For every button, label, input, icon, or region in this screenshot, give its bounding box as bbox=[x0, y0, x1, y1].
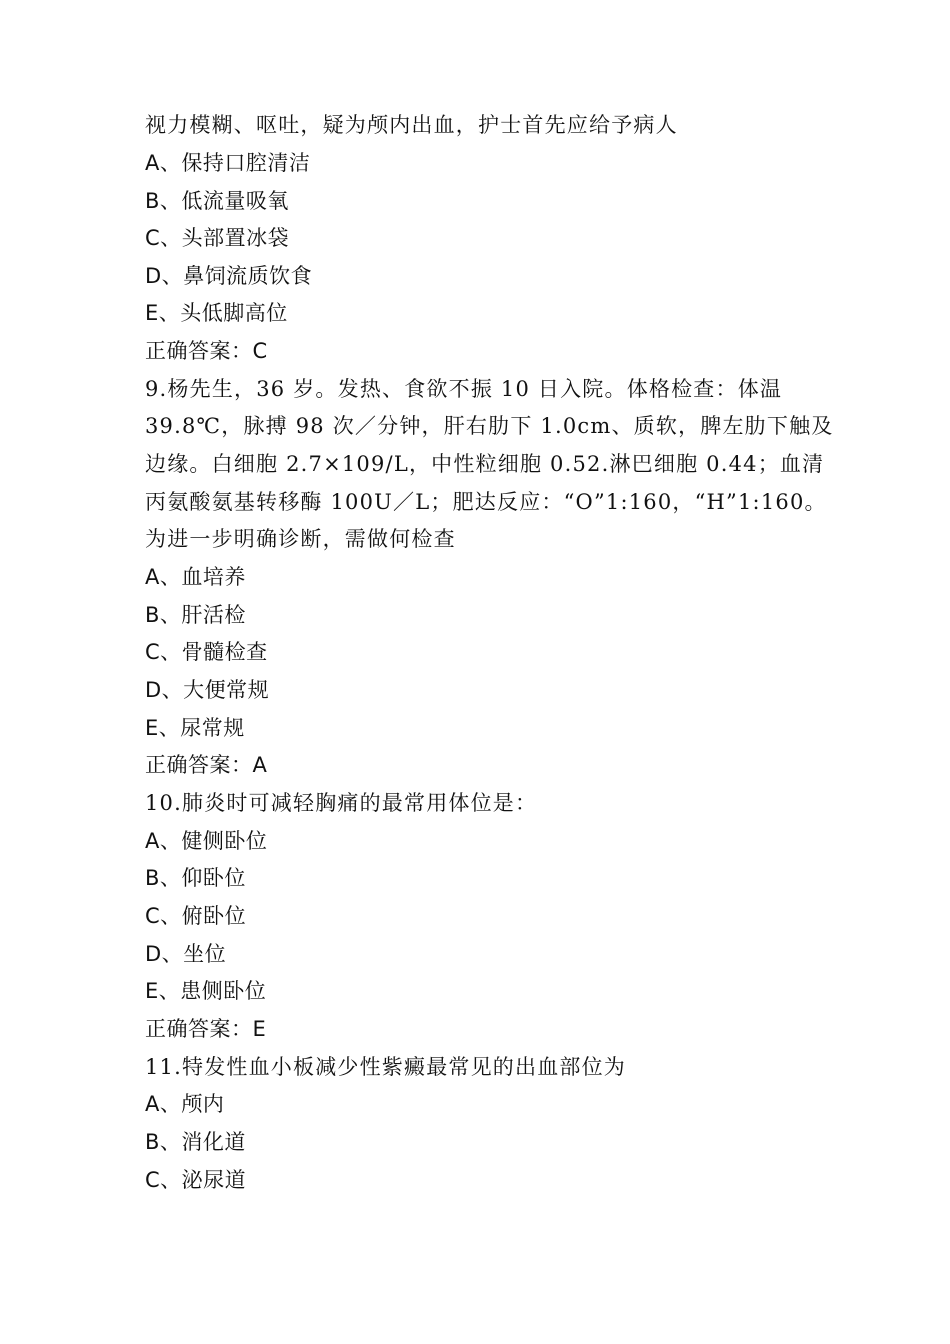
option-c: C、头部置冰袋 bbox=[145, 226, 290, 250]
question-10: 10.肺炎时可减轻胸痛的最常用体位是： bbox=[145, 791, 538, 815]
option-b: B、消化道 bbox=[145, 1130, 246, 1154]
option-b: B、仰卧位 bbox=[145, 866, 246, 890]
correct-answer: 正确答案：E bbox=[145, 1017, 267, 1041]
option-a: A、颅内 bbox=[145, 1092, 225, 1116]
question-9-line-5: 为进一步明确诊断，需做何检查 bbox=[145, 527, 456, 551]
option-d: D、大便常规 bbox=[145, 678, 270, 702]
option-a: A、保持口腔清洁 bbox=[145, 151, 311, 175]
question-9-line-2: 39.8℃，脉搏 98 次／分钟，肝右肋下 1.0cm、质软，脾左肋下触及 bbox=[145, 414, 834, 438]
option-c: C、泌尿道 bbox=[145, 1168, 247, 1192]
option-e: E、尿常规 bbox=[145, 716, 245, 740]
option-a: A、血培养 bbox=[145, 565, 246, 589]
question-text-continued: 视力模糊、呕吐，疑为颅内出血，护士首先应给予病人 bbox=[145, 113, 678, 137]
option-b: B、低流量吸氧 bbox=[145, 189, 289, 213]
option-b: B、肝活检 bbox=[145, 603, 246, 627]
correct-answer: 正确答案：C bbox=[145, 339, 268, 363]
option-d: D、坐位 bbox=[145, 942, 227, 966]
question-9-line-3: 边缘。白细胞 2.7×109/L，中性粒细胞 0.52.淋巴细胞 0.44；血清 bbox=[145, 452, 825, 476]
correct-answer: 正确答案：A bbox=[145, 753, 268, 777]
option-e: E、患侧卧位 bbox=[145, 979, 267, 1003]
option-c: C、骨髓检查 bbox=[145, 640, 268, 664]
option-c: C、俯卧位 bbox=[145, 904, 247, 928]
option-d: D、鼻饲流质饮食 bbox=[145, 264, 313, 288]
question-11: 11.特发性血小板减少性紫癜最常见的出血部位为 bbox=[145, 1055, 626, 1079]
option-a: A、健侧卧位 bbox=[145, 829, 268, 853]
option-e: E、头低脚高位 bbox=[145, 301, 288, 325]
question-9-line-4: 丙氨酸氨基转移酶 100U／L；肥达反应：“O”1:160，“H”1:160。 bbox=[145, 490, 827, 514]
question-9-line-1: 9.杨先生，36 岁。发热、食欲不振 10 日入院。体格检查：体温 bbox=[145, 377, 783, 401]
